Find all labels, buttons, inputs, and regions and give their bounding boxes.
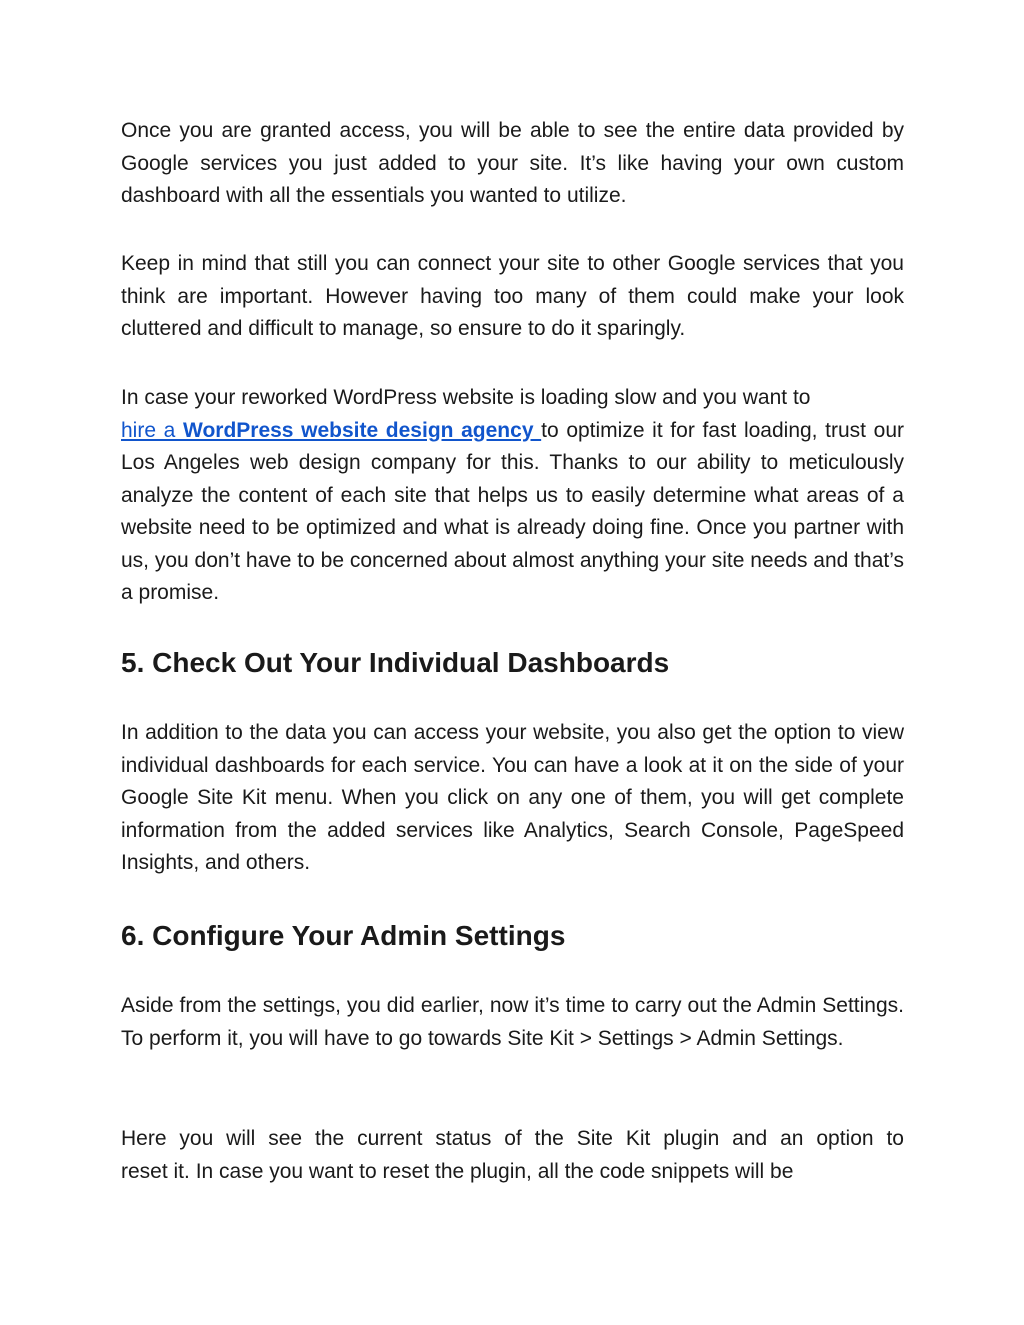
paragraph-line: In case your reworked WordPress website is loading slow and you want to: [121, 386, 811, 409]
wordpress-agency-link[interactable]: [121, 419, 541, 442]
paragraph-admin-settings: Aside from the settings, you did earlier, now it’s time to carry out the Admin Settings. To perform it, you will have to go towards Site Kit > Settings > Admin Settings.: [121, 994, 904, 1050]
paragraph-reworked-website: [121, 382, 904, 610]
link-followup-text: to optimize it for fast loading, trust our Los Angeles web design company for this. Thanks to our ability to meticulously analyze the content of each site that helps us to easily determine what areas of a website need to be optimized and what is already doing fine. Once you partner with us, you don’t have to be concerned about almost anything your site needs and that’s a promise.: [121, 418, 904, 604]
section-heading-dashboards: 5. Check Out Your Individual Dashboards: [121, 647, 670, 678]
paragraph-body: [121, 415, 904, 610]
paragraph-line: reset it. In case you want to reset the plugin, all the code snippets will be: [121, 1159, 794, 1183]
paragraph-keep-in-mind: Keep in mind that still you can connect your site to other Google services that you think are important. However having too many of them could make your look cluttered and difficult to manage, so ensure to do it sparingly.: [121, 252, 904, 340]
section-heading-admin-settings: 6. Configure Your Admin Settings: [121, 920, 566, 951]
paragraph-line: Here you will see the current status of the Site Kit plugin and an option to: [121, 1127, 904, 1150]
link-bold-text: WordPress website design agency: [183, 418, 542, 442]
paragraph-granted-access: Once you are granted access, you will be able to see the entire data provided by Google services you just added to your site. It’s like having your own custom dashboard with all the essentials you wanted to utilize.: [121, 119, 904, 207]
paragraph-site-kit-status: [121, 1123, 904, 1188]
paragraph-individual-dashboards: In addition to the data you can access your website, you also get the option to view individual dashboards for each service. You can have a look at it on the side of your Google Site Kit menu. When you click on any one of them, you will get complete information from the added services like Analytics, Search Console, PageSpeed Insights, and others.: [121, 721, 904, 874]
link-prefix: hire a: [121, 418, 183, 442]
